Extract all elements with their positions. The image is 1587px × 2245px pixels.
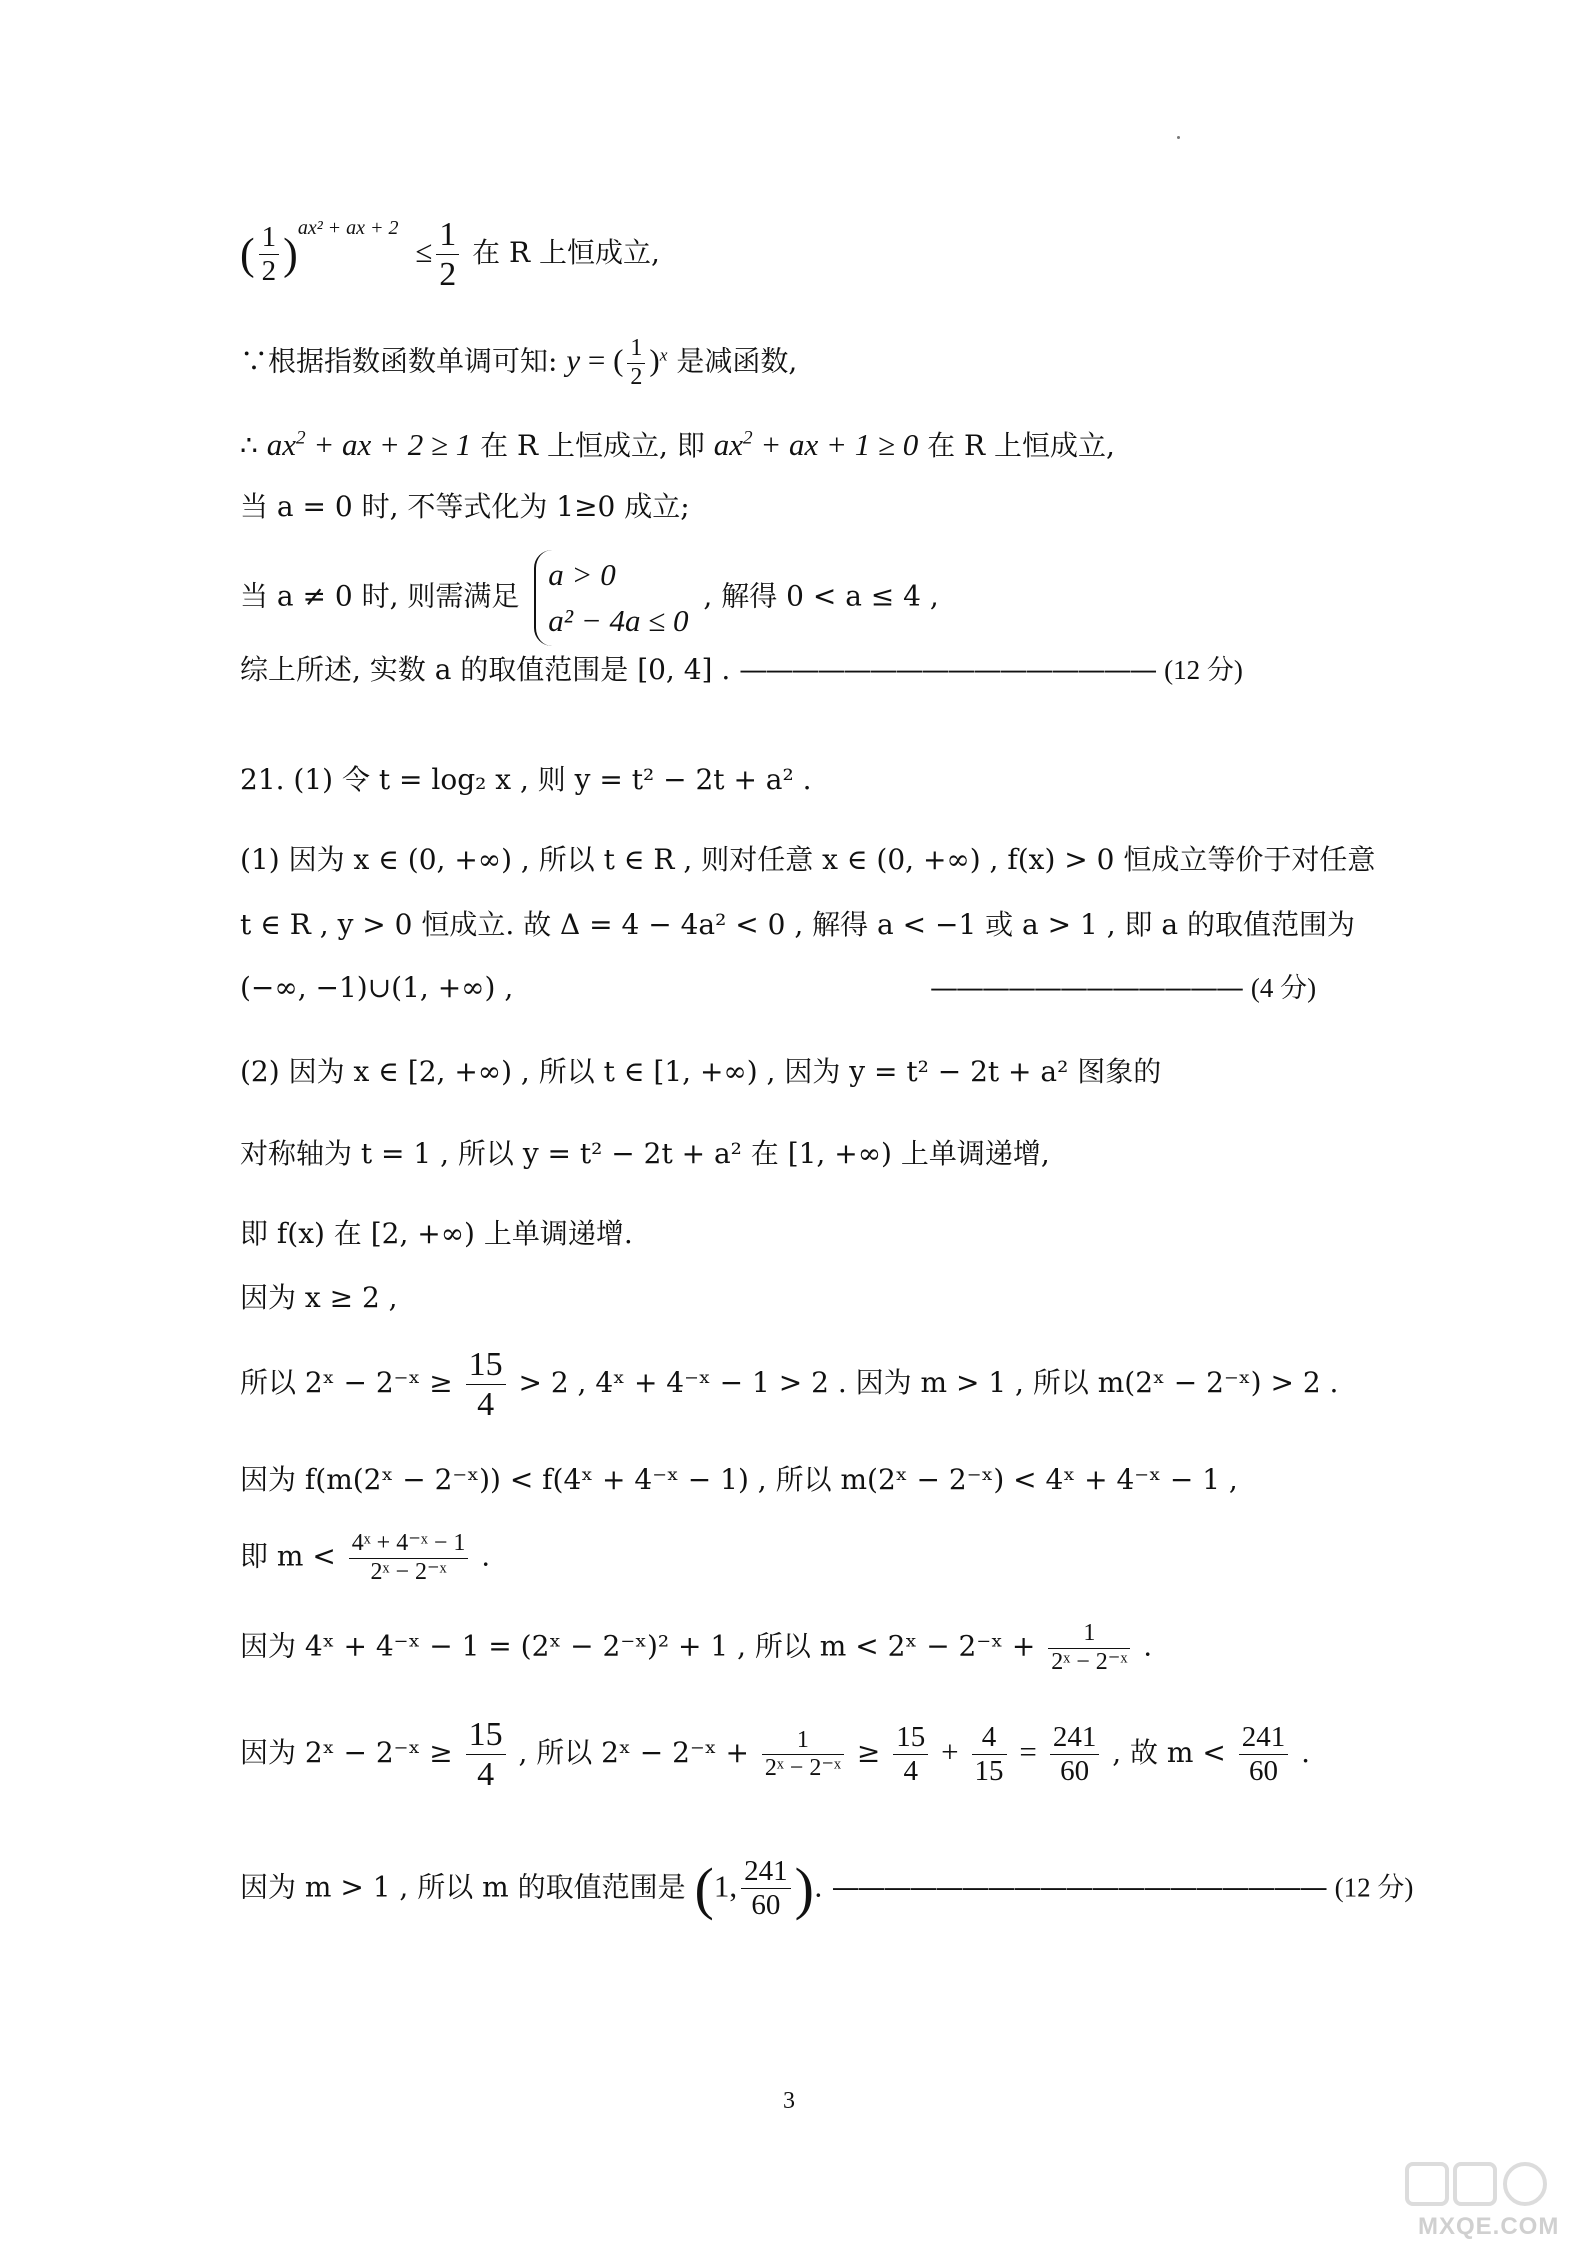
watermark-text: MXQE.COM bbox=[1418, 2213, 1560, 2240]
part1-line-a: (1) 因为 x ∈ (0, +∞) , 所以 t ∈ R , 则对任意 x ∈ (0, +∞) , f(x) > 0 恒成立等价于对任意 bbox=[240, 843, 1376, 876]
part2-line-j: 因为 m > 1 , 所以 m 的取值范围是 (1, $\frac{241}{60}$ ). ——————————————————— (12 分) bbox=[240, 1855, 1414, 1922]
part2-line-h: 因为 4ˣ + 4⁻ˣ − 1 = (2ˣ − 2⁻ˣ)² + 1 , 所以 m < 2ˣ − 2⁻ˣ + $\frac{1}{\text{2ˣ − 2⁻ˣ}}$ . bbox=[240, 1620, 1153, 1675]
page-number: 3 bbox=[783, 2088, 795, 2114]
line-monotonic: ∵根据指数函数单调可知: y = ( $\frac{1}{2}$ )$^x$ 是减函数, bbox=[240, 335, 798, 390]
line-case-a-nonzero: 当 a ≠ 0 时, 则需满足 a > 0 a² − 4a ≤ 0 , 解得 0 < a ≤ 4 , bbox=[240, 550, 939, 646]
part2-line-d: 因为 x ≥ 2 , bbox=[240, 1281, 398, 1314]
part2-line-i: 因为 2ˣ − 2⁻ˣ ≥ $\frac{15}{4}$ , 所以 2ˣ − 2⁻ˣ + $\frac{1}{\text{2ˣ − 2⁻ˣ}}$ ≥ $\frac{15}{4}$ + $\frac{4}{15}$ = $\frac{241}{60}$ , 故 m < $\frac{241}{60}$ . bbox=[240, 1716, 1311, 1794]
part1-line-b: t ∈ R , y > 0 恒成立. 故 Δ = 4 − 4a² < 0 , 解得 a < −1 或 a > 1 , 即 a 的取值范围为 bbox=[240, 908, 1356, 941]
part1-line-c: (−∞, −1)∪(1, +∞) , bbox=[240, 971, 514, 1004]
line-conclusion-1: 综上所述, 实数 a 的取值范围是 [0, 4] . ———————————————— (12 分) bbox=[240, 653, 1243, 686]
part2-line-a: (2) 因为 x ∈ [2, +∞) , 所以 t ∈ [1, +∞) , 因为 y = t² − 2t + a² 图象的 bbox=[240, 1055, 1162, 1088]
part2-line-f: 因为 f(m(2ˣ − 2⁻ˣ)) < f(4ˣ + 4⁻ˣ − 1) , 所以 m(2ˣ − 2⁻ˣ) < 4ˣ + 4⁻ˣ − 1 , bbox=[240, 1463, 1238, 1496]
part1-score: ———————————— (4 分) bbox=[930, 971, 1317, 1004]
question-21-heading: 21. (1) 令 t = log₂ x , 则 y = t² − 2t + a² . bbox=[240, 763, 812, 796]
line-therefore: ∴ $ax^2$ + ax + 2 ≥ 1 在 R 上恒成立, 即 $ax^2$ + ax + 1 ≥ 0 在 R 上恒成立, bbox=[240, 427, 1115, 462]
line-exp-inequality: ( $\frac{1}{2}$ )$^{ax^2 + ax + 2}$ ≤ $\frac{1}{2}$ 在 R 上恒成立, bbox=[240, 215, 660, 293]
speck bbox=[1177, 136, 1180, 139]
equation-system: a > 0 a² − 4a ≤ 0 bbox=[534, 550, 688, 646]
part2-line-b: 对称轴为 t = 1 , 所以 y = t² − 2t + a² 在 [1, +∞) 上单调递增, bbox=[240, 1137, 1050, 1170]
part2-line-g: 即 m < $\frac{\text{4ˣ + 4⁻ˣ − 1}}{\text{2ˣ − 2⁻ˣ}}$ . bbox=[240, 1530, 491, 1585]
line-case-a-zero: 当 a = 0 时, 不等式化为 1≥0 成立; bbox=[240, 490, 690, 523]
part2-line-e: 所以 2ˣ − 2⁻ˣ ≥ $\frac{15}{4}$ > 2 , 4ˣ + 4⁻ˣ − 1 > 2 . 因为 m > 1 , 所以 m(2ˣ − 2⁻ˣ) > 2 . bbox=[240, 1346, 1339, 1424]
part2-line-c: 即 f(x) 在 [2, +∞) 上单调递增. bbox=[240, 1217, 633, 1250]
